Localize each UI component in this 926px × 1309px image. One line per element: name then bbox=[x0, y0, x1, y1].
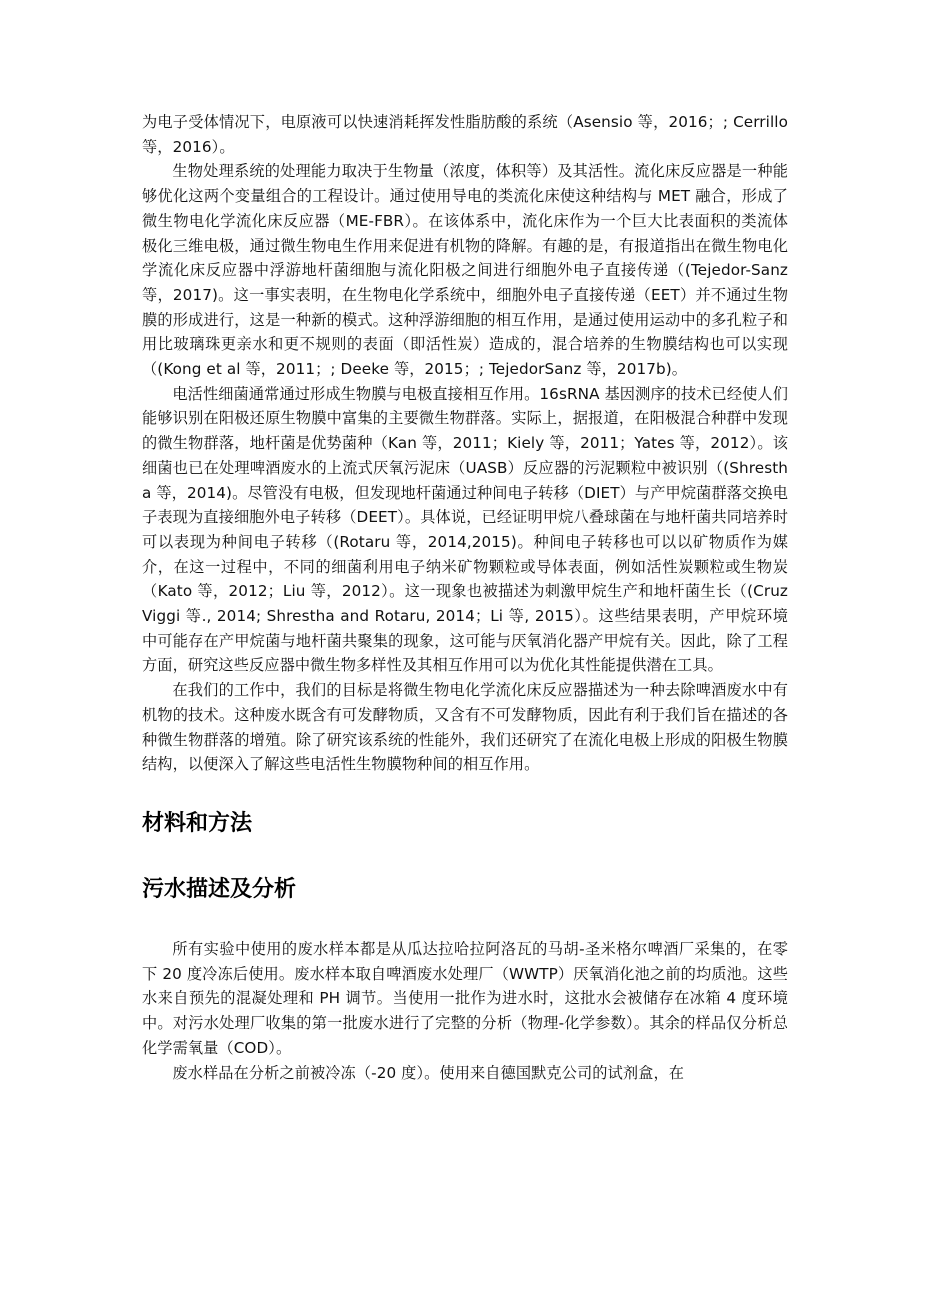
section-heading-materials-methods: 材料和方法 bbox=[142, 810, 253, 836]
paragraph-intro-continued: 为电子受体情况下，电原液可以快速消耗挥发性脂肪酸的系统（Asensio 等，2016；; Cerrillo 等，2016）。 bbox=[142, 113, 788, 156]
paragraph-biological-treatment: 生物处理系统的处理能力取决于生物量（浓度，体积等）及其活性。流化床反应器是一种能够优化这两个变量组合的工程设计。通过使用导电的类流化床使这种结构与 MET 融合，形成了微生物电化学流化床反应器（ME-FBR）。在该体系中，流化床作为一个巨大比表面积的类流体极化三维电极，通过微生物电生作用来促进有机物的降解。有趣的是，有报道指出在微生物电化学流化床反应器中浮游地杆菌细胞与流化阳极之间进行细胞外电子直接传递（(Tejedor-Sanz 等，2017)。这一事实表明，在生物电化学系统中，细胞外电子直接传递（EET）并不通过生物膜的形成进行，这是一种新的模式。这种浮游细胞的相互作用，是通过使用运动中的多孔粒子和用比玻璃珠更亲水和更不规则的表面（即活性炭）造成的，混合培养的生物膜结构也可以实现（(Kong et al 等，2011；; Deeke 等，2015；; TejedorSanz 等，2017b)。 bbox=[142, 162, 788, 379]
section-heading-wastewater-analysis: 污水描述及分析 bbox=[142, 876, 297, 902]
paragraph-wastewater-samples: 所有实验中使用的废水样本都是从瓜达拉哈拉阿洛瓦的马胡-圣米格尔啤酒厂采集的，在零下 20 度冷冻后使用。废水样本取自啤酒废水处理厂（WWTP）厌氧消化池之前的均质池。这些水来自预先的混凝处理和 PH 调节。当使用一批作为进水时，这批水会被储存在冰箱 4 度环境中。对污水处理厂收集的第一批废水进行了完整的分析（物理-化学参数）。其余的样品仅分析总化学需氧量（COD）。 bbox=[142, 939, 788, 1057]
paragraph-sample-freezing: 废水样品在分析之前被冷冻（-20 度）。使用来自德国默克公司的试剂盒，在 bbox=[172, 1063, 685, 1082]
paragraph-our-work: 在我们的工作中，我们的目标是将微生物电化学流化床反应器描述为一种去除啤酒废水中有机物的技术。这种废水既含有可发酵物质，又含有不可发酵物质，因此有利于我们旨在描述的各种微生物群落的增殖。除了研究该系统的性能外，我们还研究了在流化电极上形成的阳极生物膜结构，以便深入了解这些电活性生物膜物种间的相互作用。 bbox=[142, 681, 788, 774]
paragraph-electroactive-bacteria: 电活性细菌通常通过形成生物膜与电极直接相互作用。16sRNA 基因测序的技术已经使人们能够识别在阳极还原生物膜中富集的主要微生物群落。实际上，据报道，在阳极混合种群中发现的微生物群落，地杆菌是优势菌种（Kan 等，2011；Kiely 等，2011；Yates 等，2012）。该细菌也已在处理啤酒废水的上流式厌氧污泥床（UASB）反应器的污泥颗粒中被识别（(Shrestha 等，2014)。尽管没有电极，但发现地杆菌通过种间电子转移（DIET）与产甲烷菌群落交换电子表现为直接细胞外电子转移（DEET）。具体说，已经证明甲烷八叠球菌在与地杆菌共同培养时可以表现为种间电子转移（(Rotaru 等，2014,2015)。种间电子转移也可以以矿物质作为媒介，在这一过程中，不同的细菌利用电子纳米矿物颗粒或导体表面，例如活性炭颗粒或生物炭（Kato 等，2012；Liu 等，2012）。这一现象也被描述为刺激甲烷生产和地杆菌生长（(Cruz Viggi 等., 2014; Shrestha and Rotaru, 2014；Li 等, 2015）。这些结果表明，产甲烷环境中可能存在产甲烷菌与地杆菌共聚集的现象，这可能与厌氧消化器产甲烷有关。因此，除了工程方面，研究这些反应器中微生物多样性及其相互作用可以为优化其性能提供潜在工具。 bbox=[142, 384, 788, 675]
document-body bbox=[142, 110, 788, 1085]
